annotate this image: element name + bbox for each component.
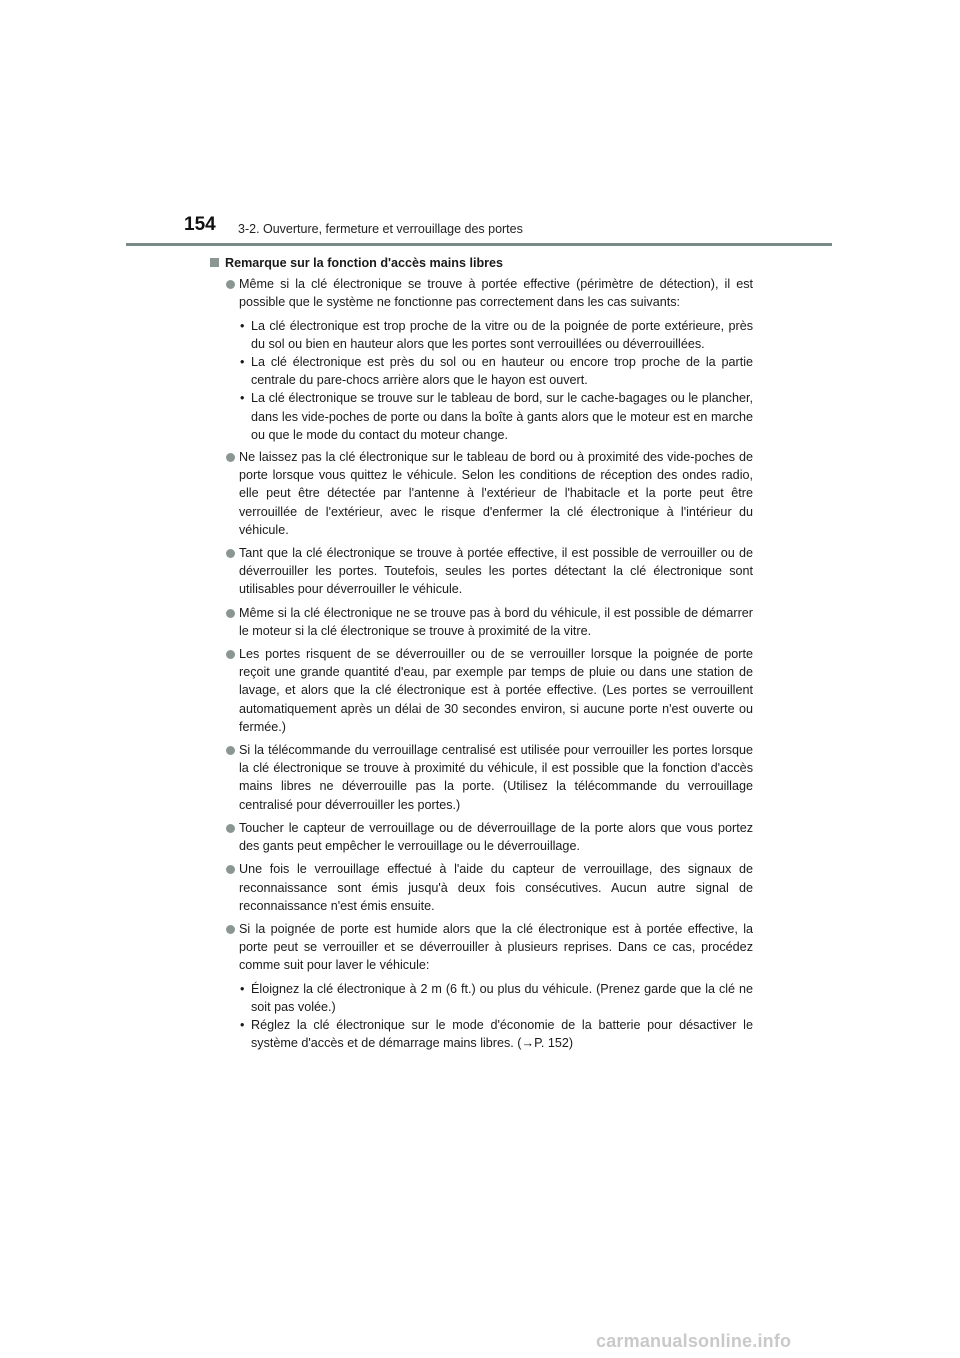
- square-bullet-icon: [210, 258, 219, 267]
- dot-bullet-icon: •: [240, 355, 245, 370]
- list-item-text: Si la télécommande du verrouillage centralisé est utilisée pour verrouiller les portes lorsque la clé électronique se trouve à proximité du véhicule, il est possible que la fonction d'accès mains libres ne déverrouille pas la porte. (Utilisez la télécommande du verrouillage centralisé pour déverrouiller les portes.): [239, 743, 753, 812]
- list-item-text: Toucher le capteur de verrouillage ou de déverrouillage de la porte alors que vous portez des gants peut empêcher le verrouillage ou le déverrouillage.: [239, 820, 753, 854]
- list-item: [210, 645, 753, 736]
- chapter-title: 3-2. Ouverture, fermeture et verrouillage des portes: [238, 222, 523, 236]
- sub-list-item: • La clé électronique est trop proche de la vitre ou de la poignée de porte extérieure, près du sol ou bien en hauteur alors que les portes sont verrouillées ou déverrouillées.: [240, 318, 753, 351]
- circle-bullet-icon: [226, 609, 235, 618]
- list-item: [210, 275, 753, 311]
- list-item: [210, 448, 753, 539]
- sub-list-item: • Réglez la clé électronique sur le mode d'économie de la batterie pour désactiver le système d'accès et de démarrage mains libres. (→P. 152): [240, 1017, 753, 1051]
- list-item: [210, 741, 753, 814]
- circle-bullet-icon: [226, 549, 235, 558]
- list-item: [210, 920, 753, 975]
- circle-bullet-icon: [226, 865, 235, 874]
- dot-bullet-icon: •: [240, 981, 245, 996]
- sub-list: [210, 980, 753, 1053]
- header-rule: [126, 243, 832, 246]
- page-header: [0, 0, 960, 250]
- list-item-text: Une fois le verrouillage effectué à l'aide du capteur de verrouillage, des signaux de reconnaissance sont émis jusqu'à deux fois consécutives. Aucun autre signal de reconnaissance n'est émis ensuite.: [239, 862, 753, 913]
- sub-list-item: • La clé électronique se trouve sur le tableau de bord, sur le cache-bagages ou le plancher, dans les vide-poches de porte ou dans la boîte à gants alors que le moteur est en marche ou que le mode du contact du moteur change.: [240, 391, 753, 442]
- page-number: 154: [184, 214, 216, 235]
- list-item: [210, 819, 753, 855]
- list-item-text: Tant que la clé électronique se trouve à portée effective, il est possible de verrouiller ou de déverrouiller les portes. Toutefois, seules les portes détectant la clé électronique sont utilisables pour déverrouiller le véhicule.: [239, 546, 753, 597]
- circle-bullet-icon: [226, 925, 235, 934]
- list-item-text: Même si la clé électronique ne se trouve pas à bord du véhicule, il est possible de démarrer le moteur si la clé électronique se trouve à proximité de la vitre.: [239, 605, 753, 638]
- section-title: Remarque sur la fonction d'accès mains libres: [225, 256, 504, 270]
- circle-bullet-icon: [226, 650, 235, 659]
- circle-bullet-icon: [226, 746, 235, 755]
- list-item-text: Si la poignée de porte est humide alors que la clé électronique est à portée effective, la porte peut se verrouiller et se déverrouiller à plusieurs reprises. Dans ce cas, procédez comme suit pour laver le véhicule:: [239, 921, 753, 973]
- circle-bullet-icon: [226, 453, 235, 462]
- dot-bullet-icon: •: [240, 391, 245, 406]
- section-heading: [210, 254, 753, 272]
- dot-bullet-icon: •: [240, 318, 245, 333]
- list-item-text: Même si la clé électronique se trouve à portée effective (périmètre de détection), il est possible que le système ne fonctionne pas correctement dans les cas suivants:: [239, 277, 753, 310]
- watermark: carmanualsonline.info: [596, 1331, 792, 1351]
- sub-list: [210, 317, 753, 444]
- list-item-text: Les portes risquent de se déverrouiller ou de se verrouiller lorsque la poignée de porte reçoit une grande quantité d'eau, par exemple par temps de pluie ou dans une station de lavage, et alors que la clé électronique est à portée effective. (Les portes se verrouillent automatiquement après un délai de 30 secondes environ, si aucune porte n'est ouverte ou fermée.): [239, 647, 753, 734]
- sub-list-item: • Éloignez la clé électronique à 2 m (6 ft.) ou plus du véhicule. (Prenez garde que la clé ne soit pas volée.): [240, 981, 753, 1014]
- circle-bullet-icon: [226, 824, 235, 833]
- list-item-text: Ne laissez pas la clé électronique sur le tableau de bord ou à proximité des vide-poches de porte lorsque vous quittez le véhicule. Selon les conditions de réception des ondes radio, elle peut être détectée par l'antenne à l'extérieur de l'habitacle et la porte peut être verrouillée de l'extérieur, avec le risque d'enfermer la clé électronique à l'intérieur du véhicule.: [239, 450, 753, 537]
- list-item: [210, 544, 753, 599]
- dot-bullet-icon: •: [240, 1017, 245, 1032]
- list-item: [210, 604, 753, 640]
- sub-list-item: • La clé électronique est près du sol ou en hauteur ou encore trop proche de la partie centrale du pare-chocs arrière alors que le hayon est ouvert.: [240, 355, 753, 388]
- circle-bullet-icon: [226, 280, 235, 289]
- page-content: [210, 254, 753, 1056]
- list-item: [210, 860, 753, 915]
